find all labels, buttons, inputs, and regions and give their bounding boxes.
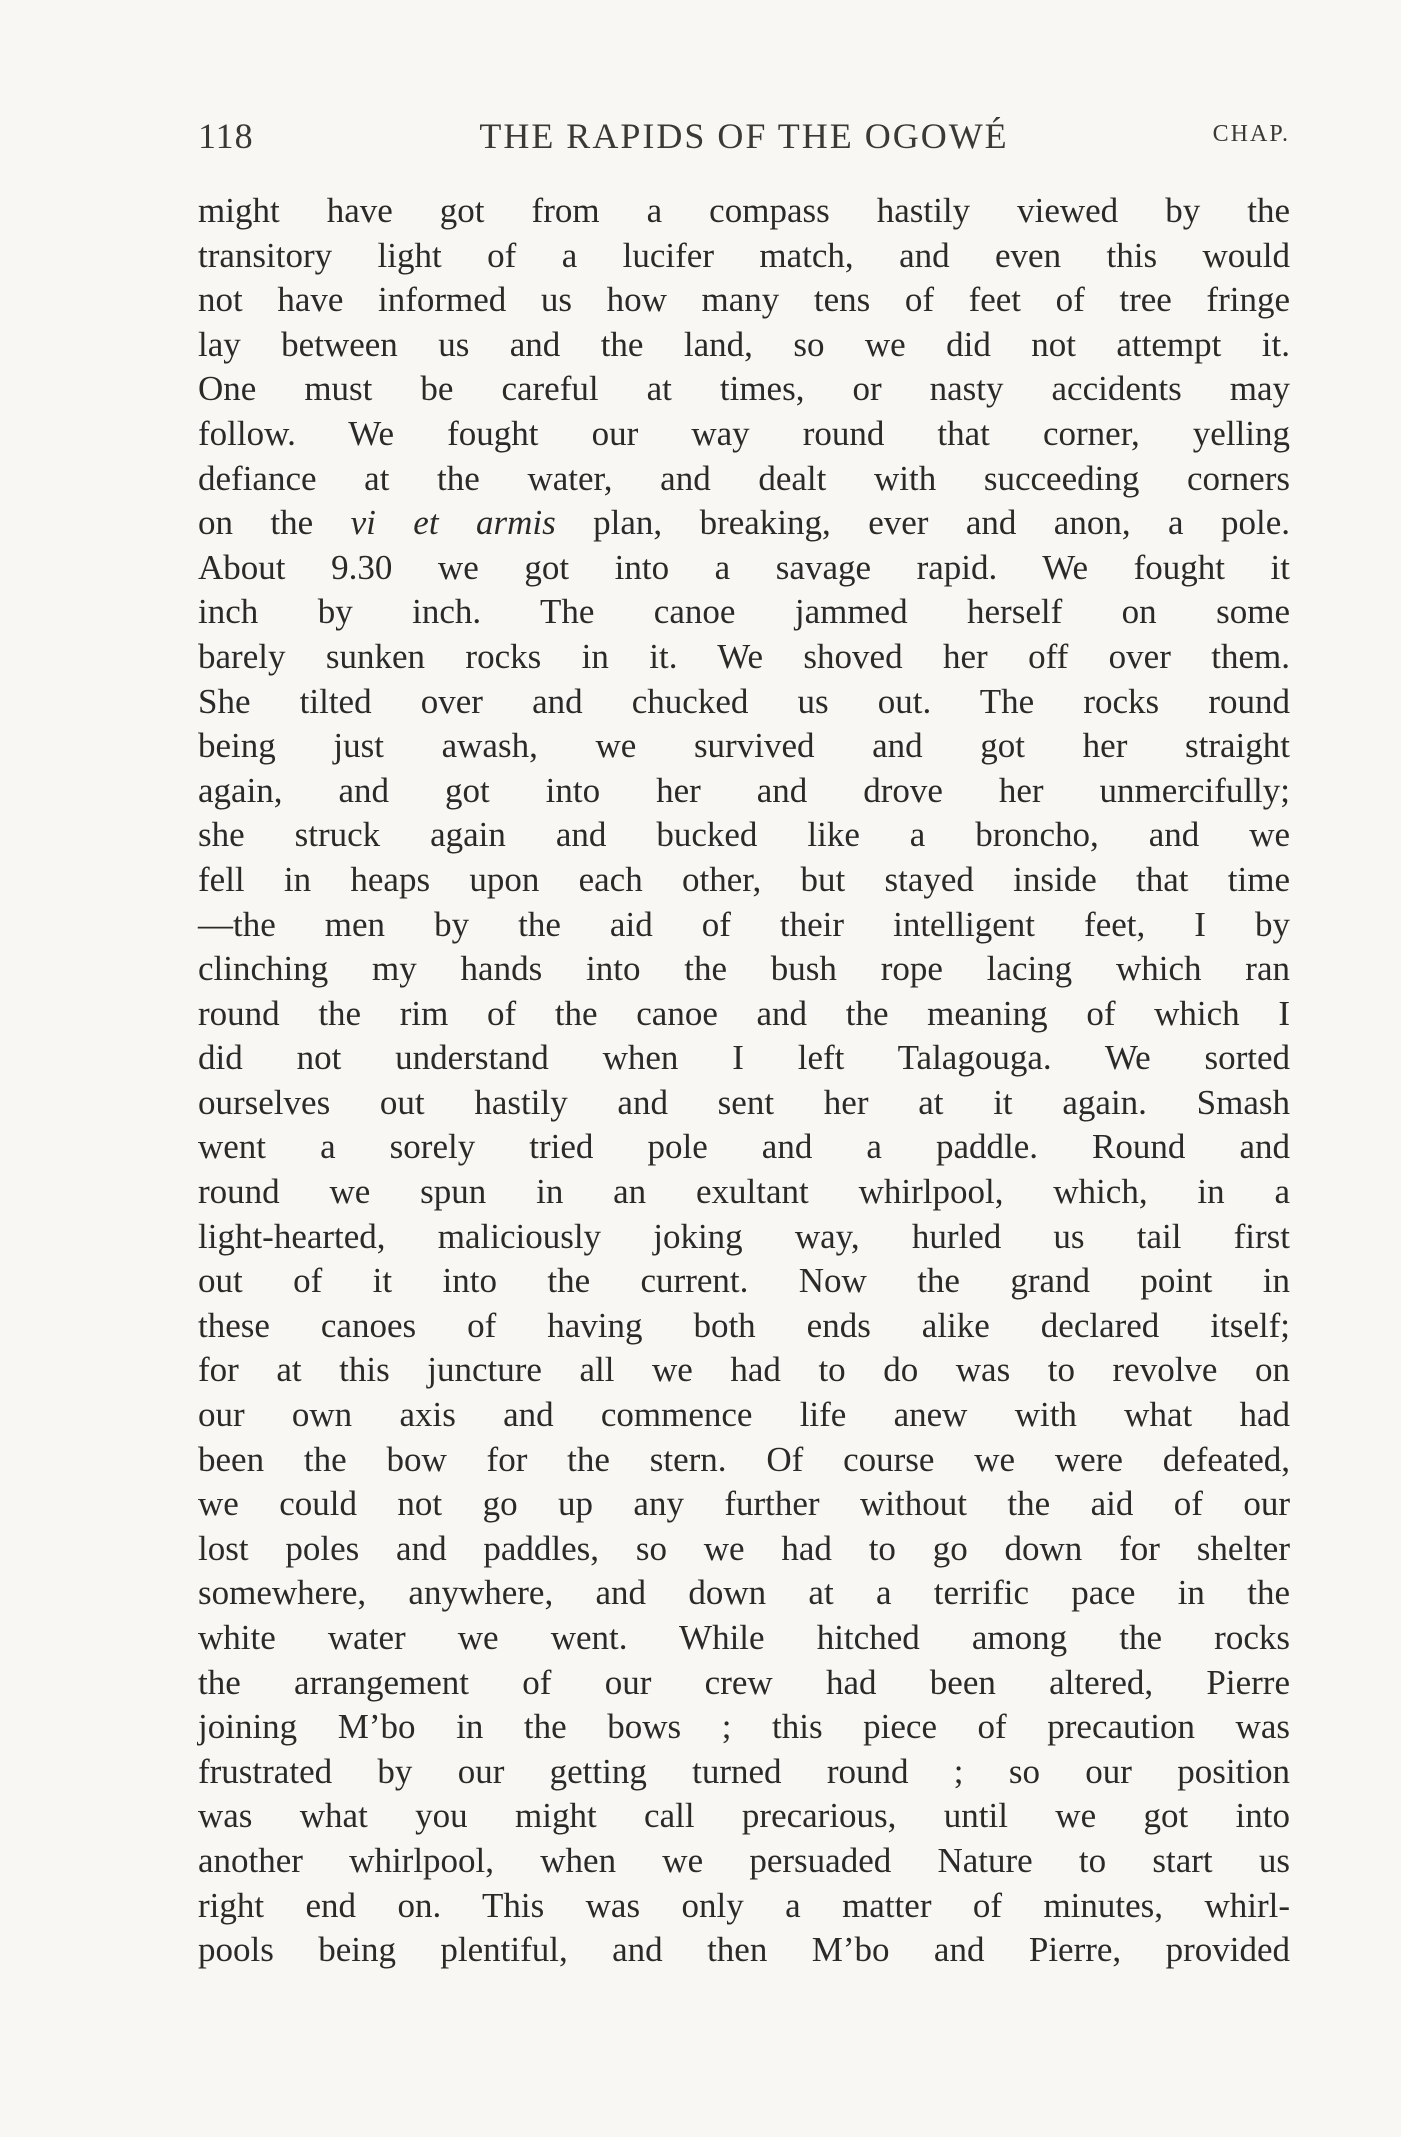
text-line: frustrated by our getting turned round ; so our position	[198, 1751, 1290, 1791]
text-line: right end on. This was only a matter of minutes, whirl-	[198, 1885, 1290, 1925]
text-line: might have got from a compass hastily viewed by the	[198, 191, 1290, 230]
text-line: our own axis and commence life anew with what had	[198, 1395, 1290, 1435]
text-line: did not understand when I left Talagouga. We sorted	[198, 1038, 1290, 1078]
text-line: again, and got into her and drove her unmercifully;	[198, 770, 1290, 810]
text-line: we could not go up any further without the aid of our	[198, 1484, 1290, 1524]
text-line: About 9.30 we got into a savage rapid. We fought it	[198, 547, 1290, 587]
text-line: white water we went. While hitched among the rocks	[198, 1618, 1290, 1657]
text-line: She tilted over and chucked us out. The rocks round	[198, 681, 1290, 721]
running-head	[198, 115, 1290, 165]
text-line: fell in heaps upon each other, but stayed inside that time	[198, 859, 1290, 899]
text-line: the arrangement of our crew had been altered, Pierre	[198, 1662, 1290, 1702]
text-line: was what you might call precarious, until we got into	[198, 1796, 1290, 1836]
text-run: on the	[198, 503, 351, 543]
text-line: clinching my hands into the bush rope lacing which ran	[198, 949, 1290, 989]
text-line: these canoes of having both ends alike declared itself;	[198, 1305, 1290, 1345]
text-line: been the bow for the stern. Of course we were defeated,	[198, 1439, 1290, 1479]
page-number: 118	[198, 116, 254, 156]
text-line: pools being plentiful, and then M’bo and Pierre, provided	[198, 1930, 1290, 1970]
text-line: round the rim of the canoe and the meaning of which I	[198, 993, 1290, 1033]
text-line: —the men by the aid of their intelligent feet, I by	[198, 904, 1290, 944]
text-line: for at this juncture all we had to do was to revolve on	[198, 1350, 1290, 1390]
text-line: ourselves out hastily and sent her at it again. Smash	[198, 1082, 1290, 1122]
text-line: somewhere, anywhere, and down at a terrific pace in the	[198, 1573, 1290, 1613]
text-line: lost poles and paddles, so we had to go down for shelter	[198, 1528, 1290, 1568]
text-run: plan, breaking, ever and anon, a pole.	[555, 503, 1290, 543]
text-line: went a sorely tried pole and a paddle. Round and	[198, 1127, 1290, 1167]
text-line: lay between us and the land, so we did not attempt it.	[198, 324, 1290, 364]
body-text	[198, 189, 1290, 1973]
text-line: she struck again and bucked like a broncho, and we	[198, 815, 1290, 855]
text-line: One must be careful at times, or nasty accidents may	[198, 369, 1290, 409]
text-line: being just awash, we survived and got her straight	[198, 726, 1290, 766]
text-line: transitory light of a lucifer match, and even this would	[198, 235, 1290, 275]
text-line: joining M’bo in the bows ; this piece of precaution was	[198, 1707, 1290, 1747]
text-line	[198, 501, 1290, 546]
text-line: barely sunken rocks in it. We shoved her off over them.	[198, 636, 1290, 676]
text-line: another whirlpool, when we persuaded Nature to start us	[198, 1840, 1290, 1880]
text-line: round we spun in an exultant whirlpool, which, in a	[198, 1172, 1290, 1212]
text-line: not have informed us how many tens of feet of tree fringe	[198, 280, 1290, 320]
chapter-label: CHAP.	[1212, 121, 1290, 147]
text-line: defiance at the water, and dealt with succeeding corners	[198, 458, 1290, 498]
running-title: THE RAPIDS OF THE OGOWÉ	[479, 116, 1009, 156]
latin-phrase: vi et armis	[350, 503, 556, 543]
text-line: follow. We fought our way round that corner, yelling	[198, 413, 1290, 453]
text-line: light-hearted, maliciously joking way, hurled us tail first	[198, 1216, 1290, 1256]
text-line: inch by inch. The canoe jammed herself on some	[198, 592, 1290, 632]
text-line: out of it into the current. Now the grand point in	[198, 1261, 1290, 1301]
